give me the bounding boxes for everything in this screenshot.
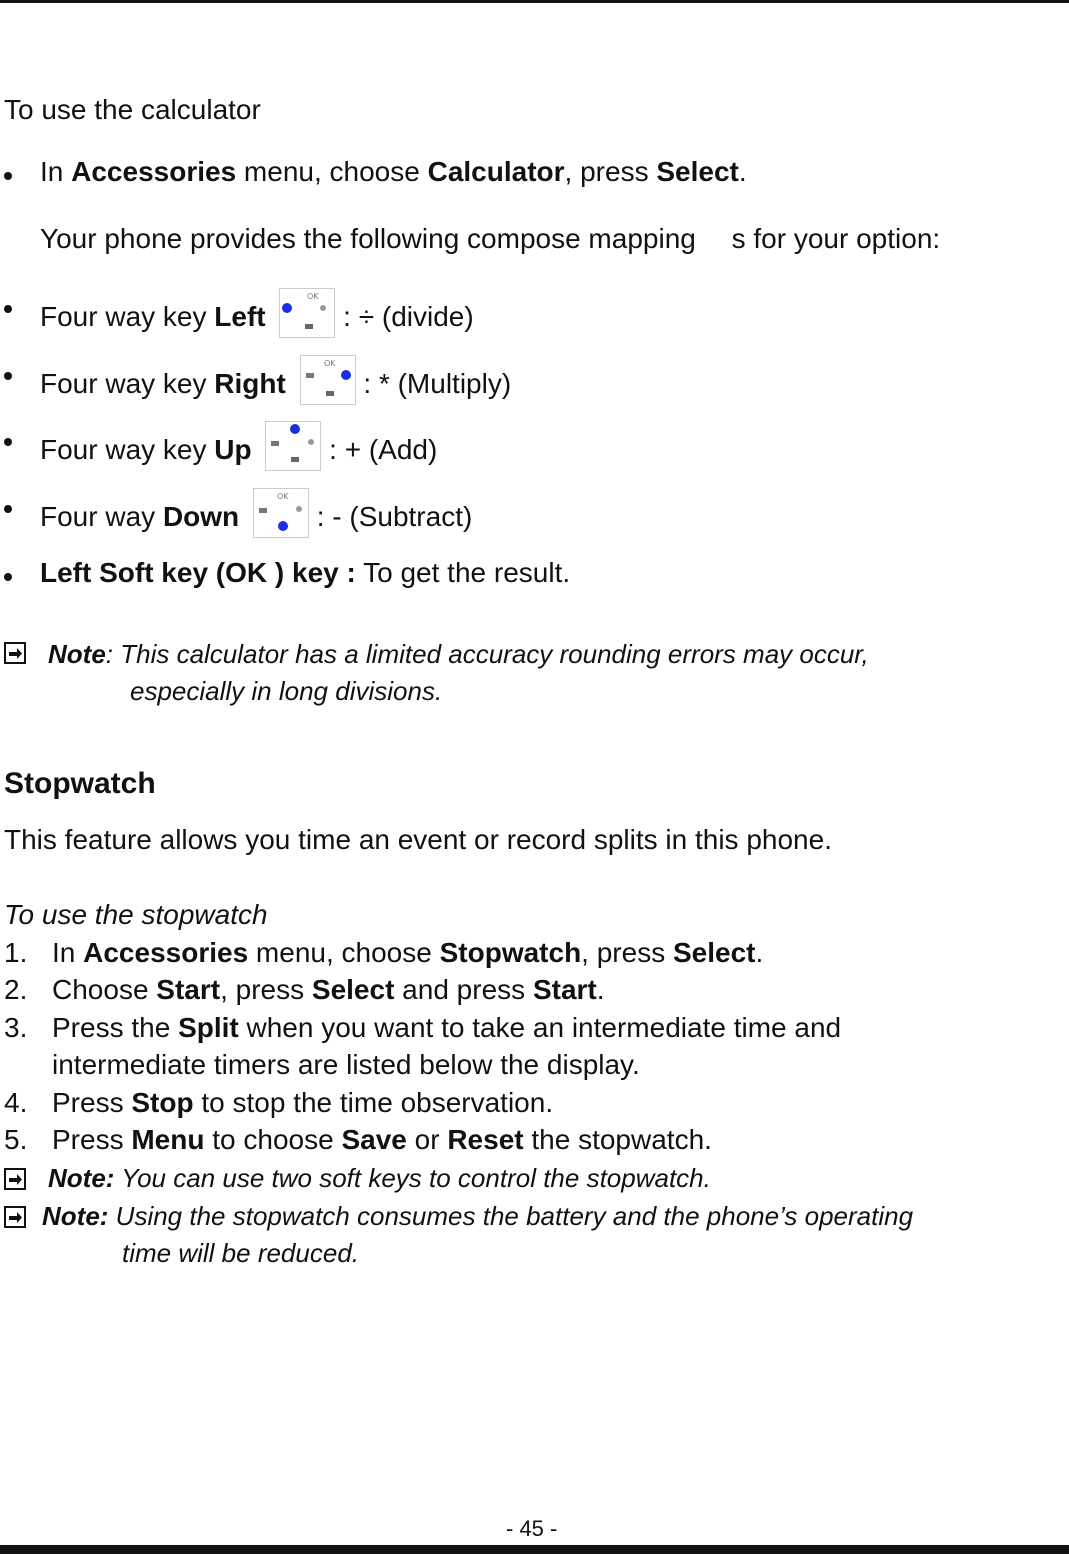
menu-accessories: Accessories: [71, 156, 237, 187]
stopwatch-description: This feature allows you time an event or record splits in this phone.: [4, 824, 832, 855]
note-icon: [4, 1206, 26, 1228]
text: .: [596, 974, 605, 1005]
calculator-step-1: [40, 155, 747, 189]
note-icon: [4, 1168, 26, 1190]
text: when you want to take an intermediate time and: [238, 1012, 842, 1043]
text: menu, choose: [248, 937, 440, 968]
stopwatch-step: [4, 973, 605, 1007]
text: : This calculator has a limited accuracy rounding errors may occur,: [105, 639, 869, 669]
stopwatch-note-2-line1: [42, 1200, 913, 1232]
bold-term: Accessories: [83, 937, 249, 968]
mapping-text: Your phone provides the following compose mapping s for your option:: [40, 223, 941, 254]
text: or: [406, 1124, 448, 1155]
key-name: Left: [214, 301, 266, 332]
calculator-note-line2: especially in long divisions.: [130, 676, 443, 706]
text: Press the: [52, 1012, 179, 1043]
text: Press: [52, 1124, 132, 1155]
key-row-left: [40, 288, 474, 338]
text: intermediate timers are listed below the display.: [52, 1049, 640, 1080]
step-number: 3.: [4, 1012, 28, 1043]
stopwatch-note-1: [48, 1162, 711, 1194]
bullet: [4, 172, 12, 180]
stopwatch-heading: Stopwatch: [4, 767, 156, 800]
svg-text:OK: OK: [307, 292, 319, 301]
soft-key-label: Left Soft key (OK ) key :: [40, 557, 356, 588]
text: : * (Multiply): [363, 368, 512, 399]
text: .: [738, 156, 747, 187]
page-number: - 45 -: [506, 1516, 558, 1541]
bottom-rule: [0, 1545, 1069, 1554]
bold-term: Menu: [131, 1124, 205, 1155]
step-number: 2.: [4, 974, 28, 1005]
step-number: 5.: [4, 1124, 28, 1155]
svg-text:OK: OK: [276, 492, 289, 501]
stopwatch-step-continued: [4, 1048, 640, 1082]
bullet: [4, 438, 12, 446]
note-label: Note: [48, 639, 106, 669]
key-row-right: [40, 355, 511, 405]
text: , press: [564, 156, 657, 187]
step-number: 1.: [4, 937, 28, 968]
bold-term: Reset: [447, 1124, 524, 1155]
menu-calculator: Calculator: [427, 156, 565, 187]
key-name: Up: [214, 434, 252, 465]
bold-term: Select: [311, 974, 395, 1005]
calculator-intro: To use the calculator: [4, 94, 261, 125]
stopwatch-step: [4, 1123, 712, 1157]
bullet: [4, 305, 12, 313]
text: , press: [220, 974, 312, 1005]
bullet: [4, 573, 12, 581]
bold-term: Save: [341, 1124, 407, 1155]
text: Press: [52, 1087, 132, 1118]
text: : + (Add): [329, 434, 438, 465]
stopwatch-step: [4, 936, 763, 970]
stopwatch-intro: To use the stopwatch: [4, 899, 268, 930]
key-row-down: [40, 488, 472, 538]
stopwatch-note-2-line2: time will be reduced.: [122, 1238, 359, 1268]
text: Four way key: [40, 368, 215, 399]
text: , press: [581, 937, 673, 968]
key-name: Down: [162, 501, 240, 532]
note-icon: [4, 642, 26, 664]
text: To get the result.: [355, 557, 571, 588]
text: Using the stopwatch consumes the battery and the phone’s operating: [108, 1201, 914, 1231]
bold-term: Stop: [131, 1087, 194, 1118]
dpad-right-icon: [300, 355, 356, 405]
text: the stopwatch.: [523, 1124, 712, 1155]
bullet: [4, 505, 12, 513]
calculator-note-line1: [48, 638, 869, 670]
bold-term: Select: [672, 937, 756, 968]
stopwatch-step: [4, 1011, 841, 1045]
note-label: Note:: [48, 1163, 115, 1193]
bold-term: Start: [156, 974, 221, 1005]
text: Four way key: [40, 301, 215, 332]
note-label: Note:: [42, 1201, 109, 1231]
key-name: Right: [214, 368, 286, 399]
dpad-up-icon: [265, 421, 321, 471]
key-row-up: [40, 421, 437, 471]
text: .: [755, 937, 764, 968]
text: In: [52, 937, 84, 968]
text: Four way: [40, 501, 163, 532]
select-label: Select: [656, 156, 739, 187]
text: menu, choose: [236, 156, 428, 187]
bold-term: Stopwatch: [439, 937, 582, 968]
stopwatch-step: [4, 1086, 553, 1120]
text: In: [40, 156, 72, 187]
dpad-left-icon: [279, 288, 335, 338]
svg-text:OK: OK: [323, 359, 336, 368]
dpad-down-icon: [253, 488, 309, 538]
text: : - (Subtract): [316, 501, 473, 532]
soft-key-row: [40, 556, 570, 590]
bullet: [4, 372, 12, 380]
text: to choose: [204, 1124, 342, 1155]
text: : ÷ (divide): [343, 301, 474, 332]
step-number: 4.: [4, 1087, 28, 1118]
text: Choose: [52, 974, 157, 1005]
bold-term: Start: [532, 974, 597, 1005]
text: and press: [394, 974, 533, 1005]
text: to stop the time observation.: [193, 1087, 554, 1118]
text: Four way key: [40, 434, 215, 465]
bold-term: Split: [178, 1012, 239, 1043]
text: You can use two soft keys to control the stopwatch.: [114, 1163, 711, 1193]
top-rule: [0, 0, 1069, 3]
